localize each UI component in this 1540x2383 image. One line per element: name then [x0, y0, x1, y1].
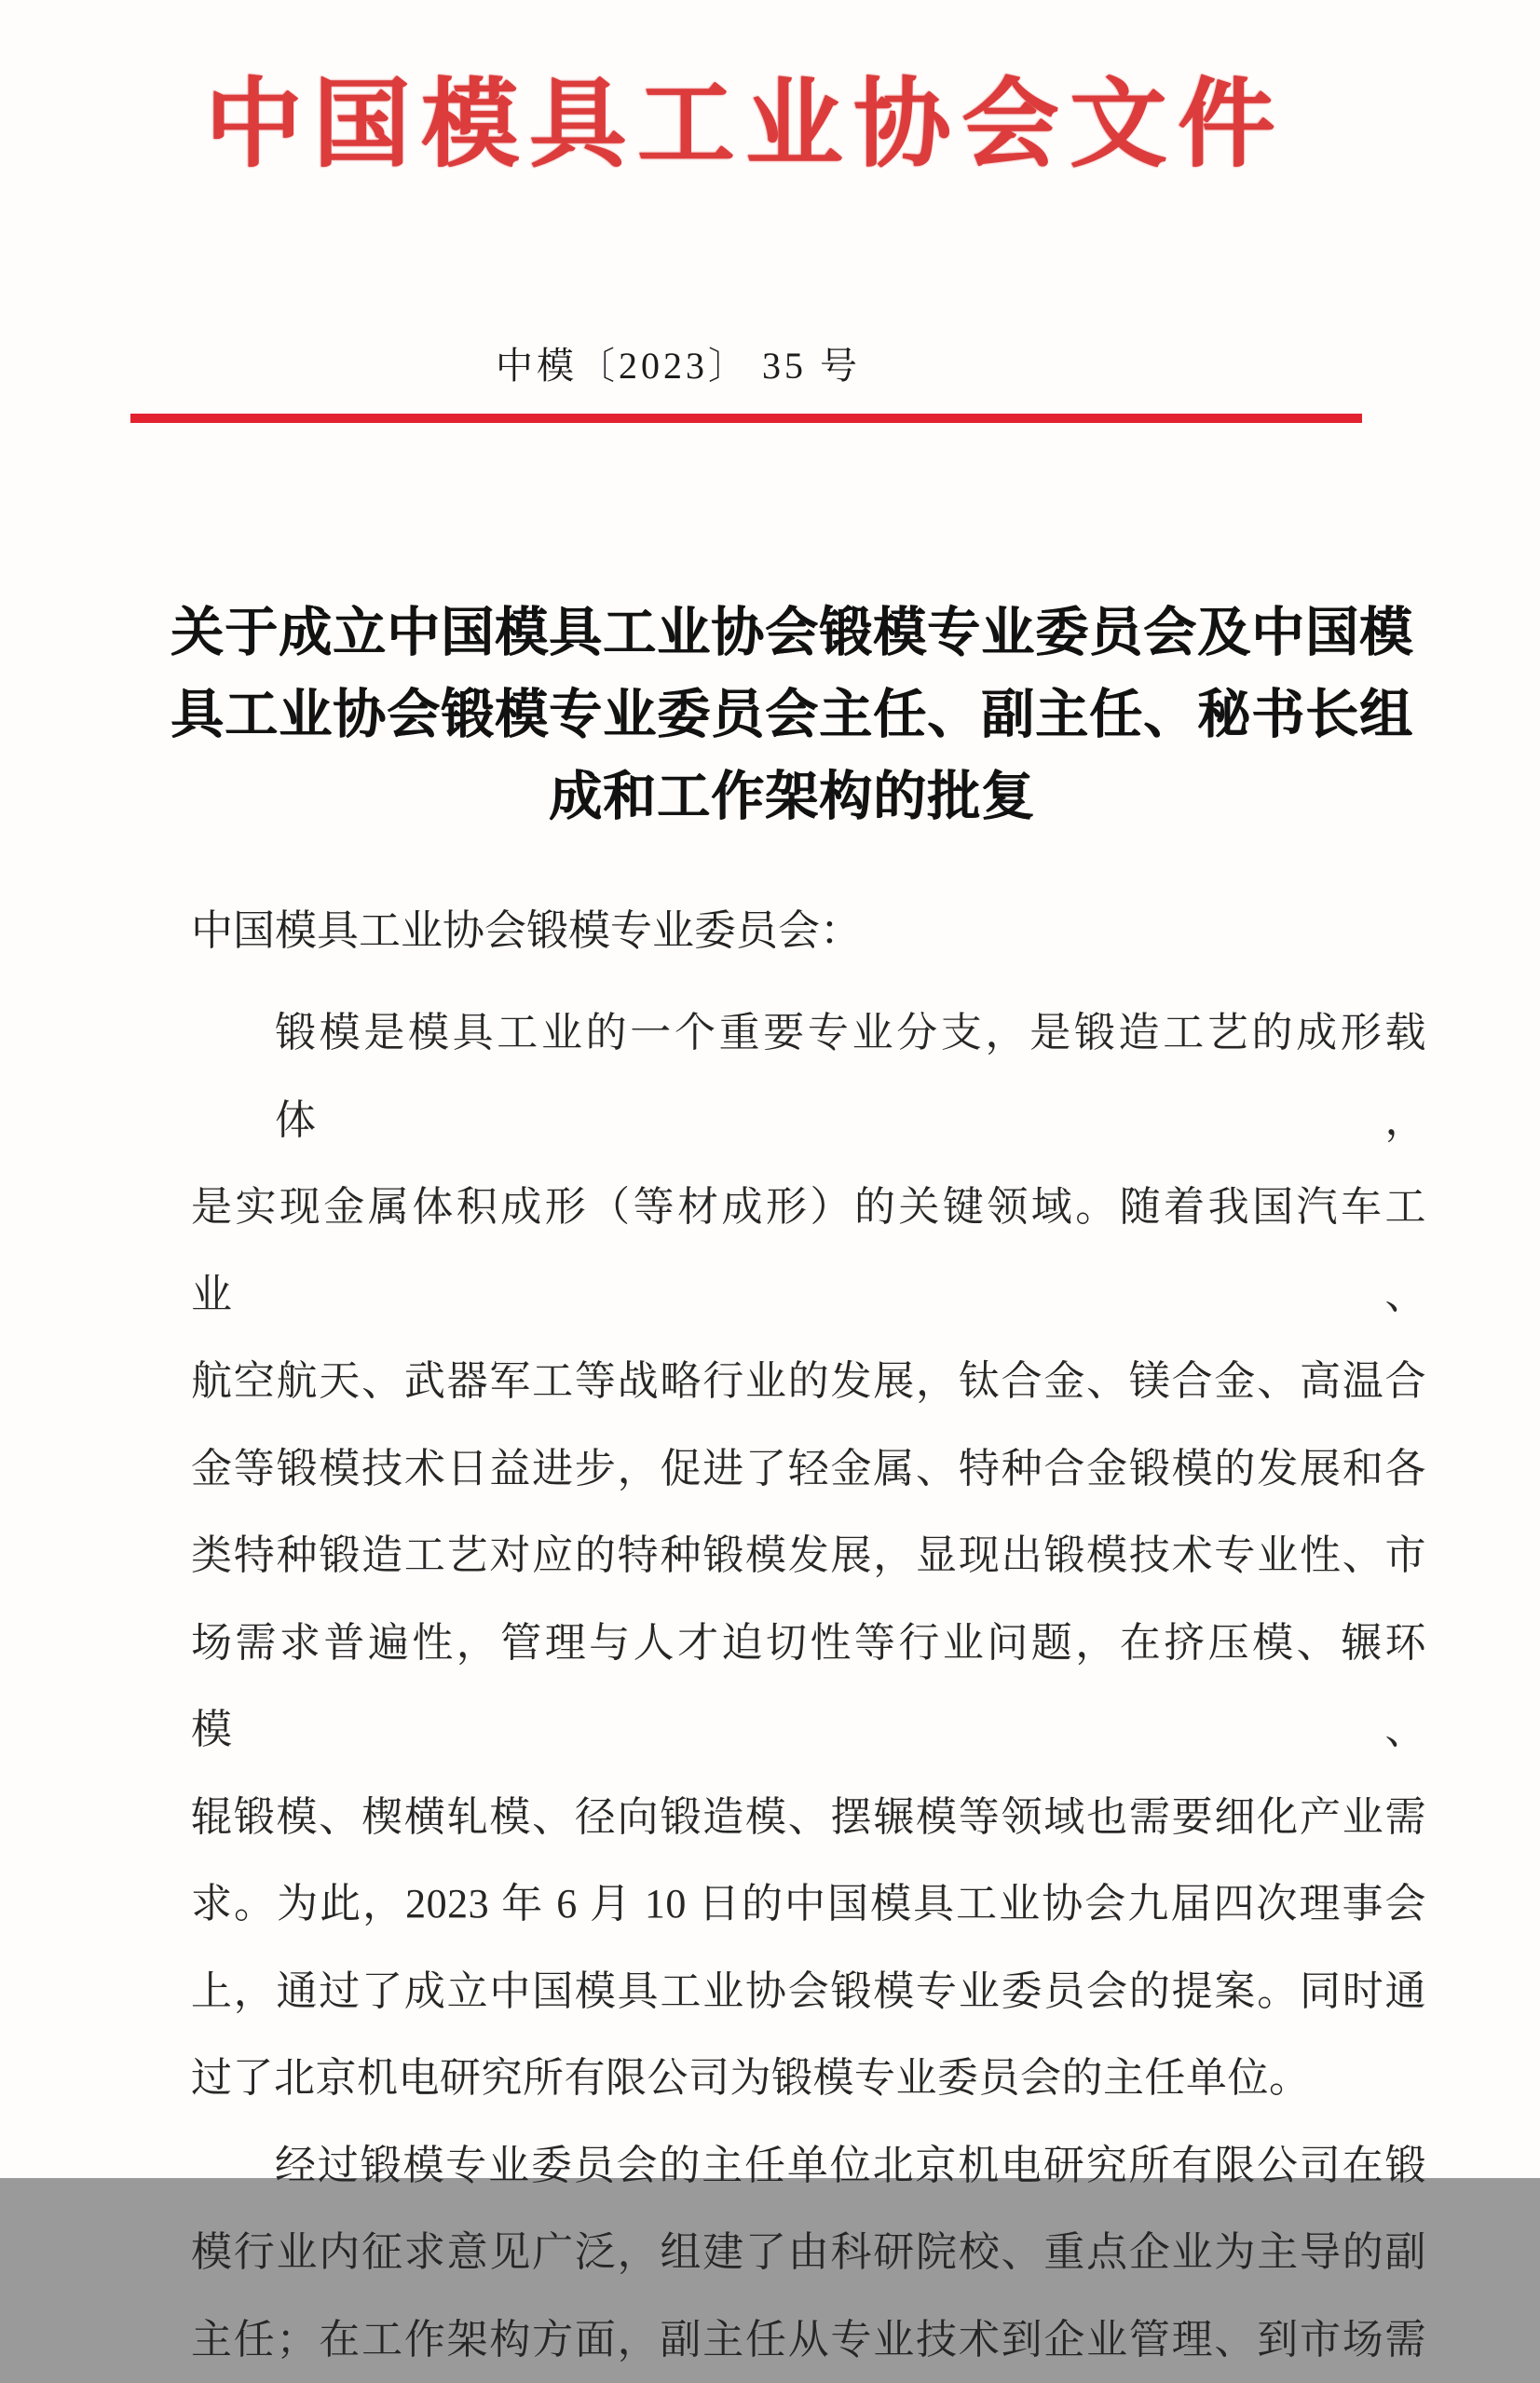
body-text-line: 经过锻模专业委员会的主任单位北京机电研究所有限公司在锻	[191, 2122, 1426, 2210]
body-text-line: 主任；在工作架构方面，副主任从专业技术到企业管理、到市场需	[191, 2296, 1426, 2383]
body-text-line: 求。为此，2023 年 6 月 10 日的中国模具工业协会九届四次理事会	[191, 1860, 1426, 1948]
letterhead-divider	[130, 414, 1362, 423]
document-title-line: 具工业协会锻模专业委员会主任、副主任、秘书长组	[47, 674, 1537, 756]
body-text-line: 航空航天、武器军工等战略行业的发展，钛合金、镁合金、高温合	[191, 1338, 1426, 1425]
document-body	[191, 989, 1426, 2383]
body-text-line: 是实现金属体积成形（等材成形）的关键领域。随着我国汽车工业、	[191, 1164, 1426, 1338]
body-text-line: 锻模是模具工业的一个重要专业分支，是锻造工艺的成形载体，	[191, 989, 1426, 1164]
document-number: 中模〔2023〕 35 号	[0, 341, 1356, 391]
body-text-line: 金等锻模技术日益进步，促进了轻金属、特种合金锻模的发展和各	[191, 1425, 1426, 1513]
body-text-line: 上，通过了成立中国模具工业协会锻模专业委员会的提案。同时通	[191, 1948, 1426, 2036]
document-title	[47, 592, 1537, 838]
letterhead-title: 中国模具工业协会文件	[0, 65, 1491, 186]
salutation: 中国模具工业协会锻模专业委员会：	[191, 902, 862, 960]
body-text-line: 辊锻模、楔横轧模、径向锻造模、摆辗模等领域也需要细化产业需	[191, 1774, 1426, 1861]
body-text-line: 模行业内征求意见广泛，组建了由科研院校、重点企业为主导的副	[191, 2209, 1426, 2296]
document-title-line: 成和工作架构的批复	[47, 756, 1537, 838]
body-text-line: 场需求普遍性，管理与人才迫切性等行业问题，在挤压模、辗环模、	[191, 1600, 1426, 1774]
body-text-line: 类特种锻造工艺对应的特种锻模发展，显现出锻模技术专业性、市	[191, 1512, 1426, 1600]
body-text-line: 过了北京机电研究所有限公司为锻模专业委员会的主任单位。	[191, 2035, 1426, 2122]
document-title-line: 关于成立中国模具工业协会锻模专业委员会及中国模	[47, 592, 1537, 674]
